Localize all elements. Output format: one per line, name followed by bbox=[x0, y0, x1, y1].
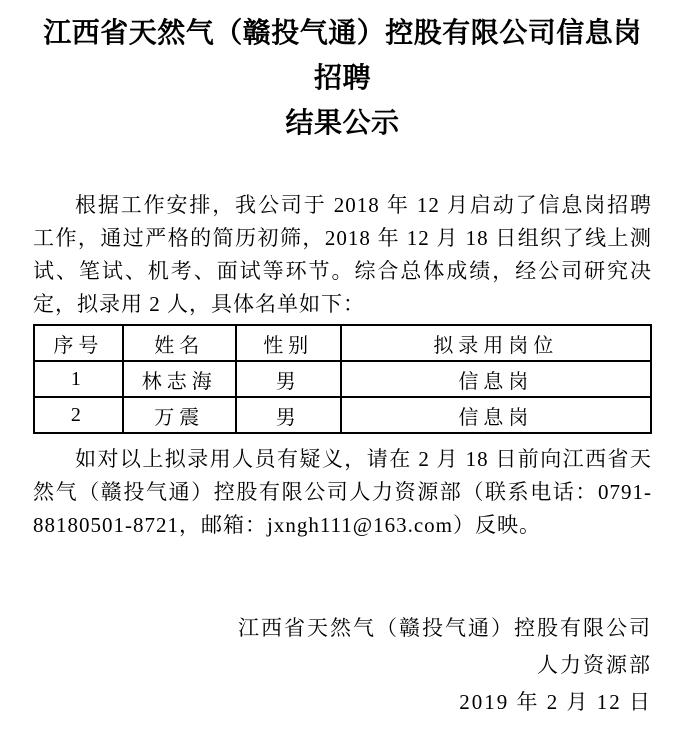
document-title bbox=[33, 10, 652, 145]
cell-position: 信息岗 bbox=[341, 361, 651, 397]
header-name: 姓名 bbox=[123, 325, 236, 361]
signature-date: 2019 年 2 月 12 日 bbox=[459, 690, 652, 714]
title-line-1: 江西省天然气（赣投气通）控股有限公司信息岗招聘 bbox=[43, 17, 642, 93]
objection-paragraph: 如对以上拟录用人员有疑义，请在 2 月 18 日前向江西省天然气（赣投气通）控股有限公司人力资源部（联系电话：0791-88180501-8721，邮箱：jxngh111@163.com）反映。 bbox=[33, 447, 652, 537]
header-serial-number: 序号 bbox=[34, 325, 123, 361]
cell-serial-number: 2 bbox=[34, 397, 123, 433]
table-row bbox=[34, 361, 651, 397]
cell-position: 信息岗 bbox=[341, 397, 651, 433]
cell-name: 林志海 bbox=[123, 361, 236, 397]
signature-company: 江西省天然气（赣投气通）控股有限公司 bbox=[238, 616, 652, 640]
header-gender: 性别 bbox=[236, 325, 341, 361]
title-line-2: 结果公示 bbox=[285, 107, 400, 138]
header-position: 拟录用岗位 bbox=[341, 325, 651, 361]
signature-block bbox=[33, 610, 652, 721]
table-row bbox=[34, 397, 651, 433]
cell-serial-number: 1 bbox=[34, 361, 123, 397]
cell-name: 万震 bbox=[123, 397, 236, 433]
recruitment-result-table bbox=[33, 324, 652, 434]
cell-gender: 男 bbox=[236, 397, 341, 433]
table-header-row bbox=[34, 325, 651, 361]
intro-paragraph: 根据工作安排，我公司于 2018 年 12 月启动了信息岗招聘工作，通过严格的简历初筛，2018 年 12 月 18 日组织了线上测试、笔试、机考、面试等环节。综合总体成绩，经公司研究决定，拟录用 2 人，具体名单如下： bbox=[33, 193, 652, 316]
cell-gender: 男 bbox=[236, 361, 341, 397]
signature-department: 人力资源部 bbox=[537, 653, 652, 677]
